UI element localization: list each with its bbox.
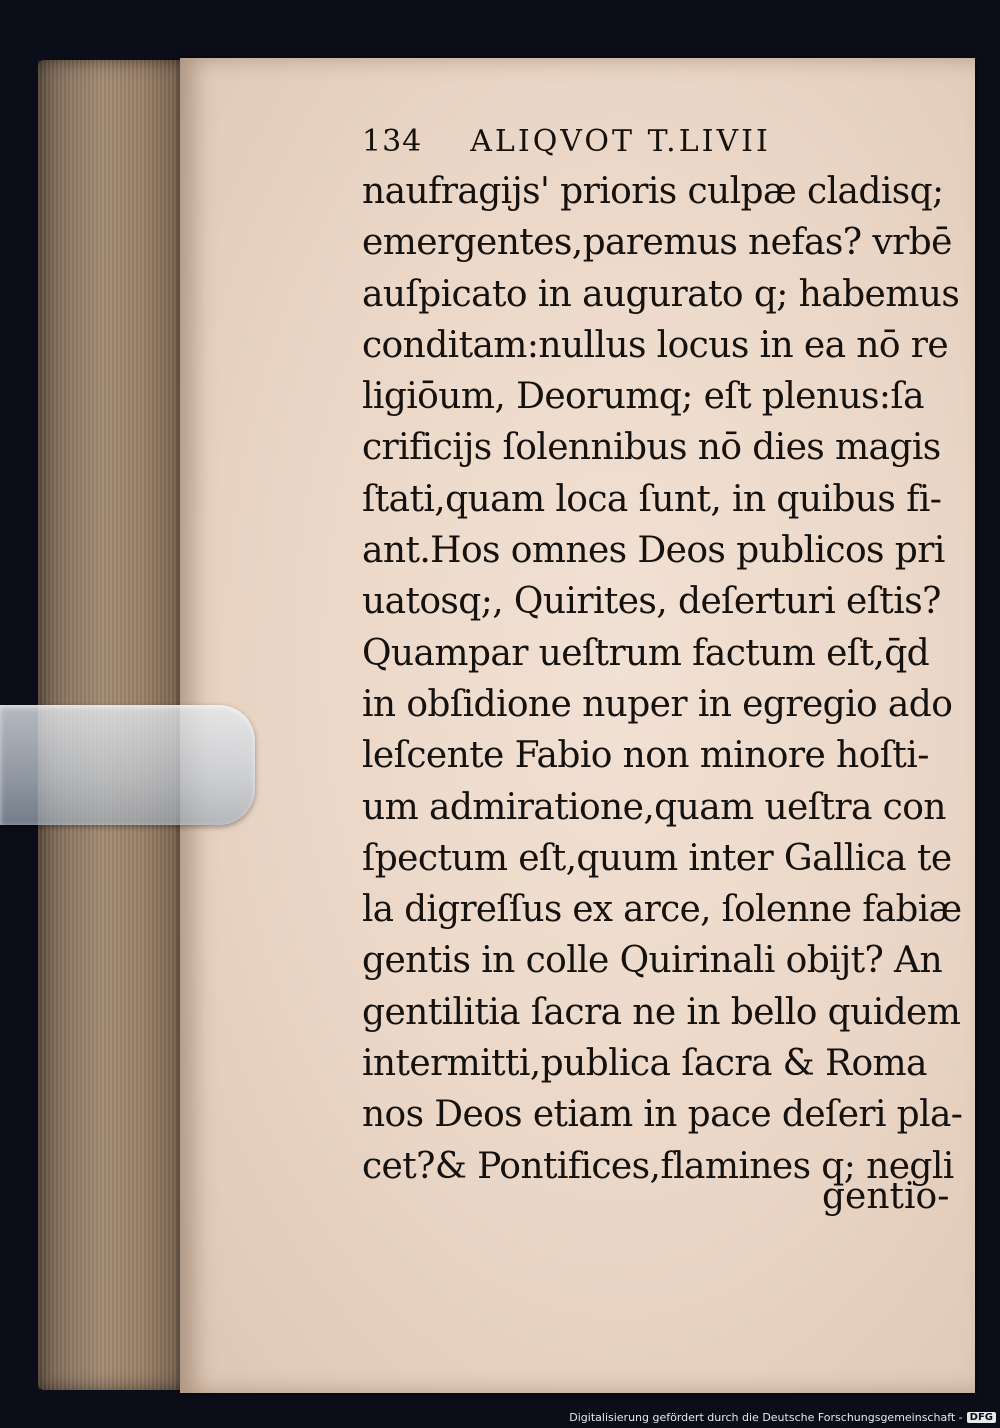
text-line: leſcente Fabio non minore hoſti- xyxy=(362,735,929,777)
text-line: cet?& Pontifices,flamines q; negli xyxy=(362,1145,954,1187)
text-line: gentilitia ſacra ne in bello quidem xyxy=(362,991,961,1033)
text-line: la digreſſus ex arce, ſolenne fabiæ xyxy=(362,889,962,931)
text-line: in obſidione nuper in egregio ado xyxy=(362,683,953,725)
clear-bookmark-strip xyxy=(0,705,255,825)
page-number: 134 xyxy=(362,124,423,159)
catchword: gentio- xyxy=(822,1176,950,1217)
text-line: uatosq;, Quirites, deſerturi eſtis? xyxy=(362,581,941,623)
digitization-credit xyxy=(569,1411,996,1424)
running-head-title: ALIQVOT T.LIVII xyxy=(470,124,771,159)
text-line: emergentes,paremus nefas? vrbē xyxy=(362,222,952,264)
text-line: Quampar ueſtrum factum eſt,q̄d xyxy=(362,632,930,674)
dfg-logo: DFG xyxy=(967,1412,996,1423)
text-line: auſpicato in augurato q; habemus xyxy=(362,273,960,315)
text-line: gentis in colle Quirinali obijt? An xyxy=(362,940,943,982)
page-text-block xyxy=(362,118,962,1192)
text-line: ſtati,quam loca ſunt, in quibus fi- xyxy=(362,478,942,520)
text-line: conditam:nullus locus in ea nō re xyxy=(362,324,949,366)
credit-text: Digitalisierung gefördert durch die Deutsche Forschungsgemeinschaft - xyxy=(569,1411,963,1424)
text-line: ſpectum eſt,quum inter Gallica te xyxy=(362,837,952,879)
running-head xyxy=(362,118,962,166)
text-lines xyxy=(362,166,962,1192)
text-line: ant.Hos omnes Deos publicos pri xyxy=(362,530,945,572)
text-line: um admiratione,quam ueſtra con xyxy=(362,786,946,828)
text-line: naufragijs' prioris culpæ cladisq; xyxy=(362,171,944,212)
text-line: ligiōum, Deorumq; eſt plenus:ſa xyxy=(362,376,925,418)
text-line: nos Deos etiam in pace deſeri pla- xyxy=(362,1094,963,1136)
text-line: intermitti,publica ſacra & Roma xyxy=(362,1043,927,1085)
text-line: crificijs ſolennibus nō dies magis xyxy=(362,427,941,469)
